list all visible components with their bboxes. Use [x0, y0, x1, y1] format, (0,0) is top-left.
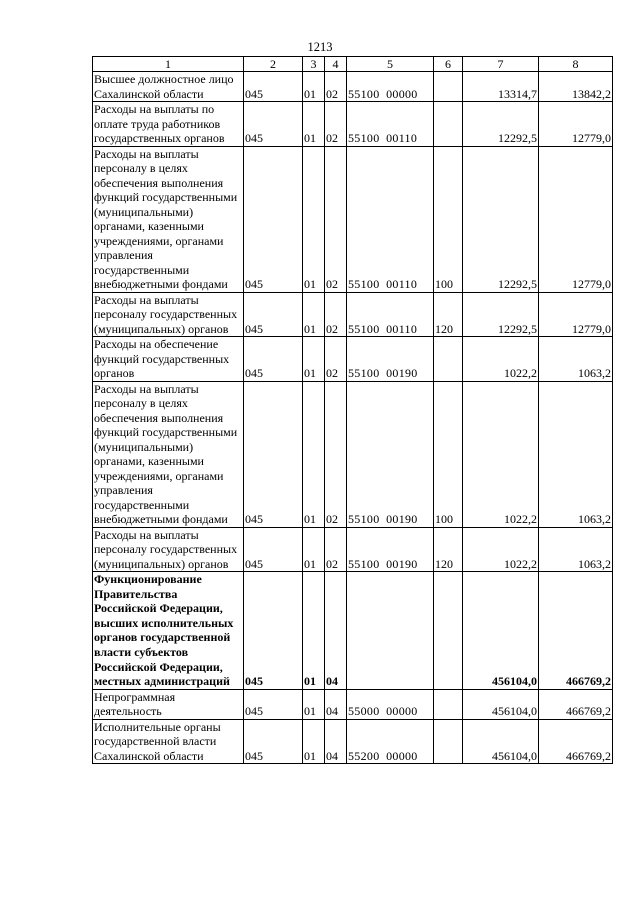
row-target-article-code	[347, 572, 434, 690]
table-row	[93, 72, 613, 102]
row-target-article-code: 55000 00000	[347, 689, 434, 719]
row-expense-type-code: 100	[434, 381, 463, 527]
row-expense-type-code	[434, 337, 463, 382]
table-header-row	[93, 57, 613, 72]
row-amount-year-2: 12779,0	[539, 102, 613, 147]
row-department-code: 045	[244, 572, 303, 690]
row-department-code: 045	[244, 292, 303, 337]
table-row	[93, 146, 613, 292]
row-section-code: 01	[303, 102, 325, 147]
row-target-article-code: 55100 00190	[347, 527, 434, 572]
row-expense-type-code: 120	[434, 527, 463, 572]
row-target-article-code: 55100 00000	[347, 72, 434, 102]
row-subsection-code: 02	[325, 527, 347, 572]
row-subsection-code: 02	[325, 337, 347, 382]
column-header: 1	[93, 57, 244, 72]
column-header: 4	[325, 57, 347, 72]
row-target-article-code: 55100 00190	[347, 337, 434, 382]
table-row	[93, 102, 613, 147]
row-amount-year-2: 1063,2	[539, 337, 613, 382]
column-header: 3	[303, 57, 325, 72]
budget-table	[92, 56, 613, 764]
row-department-code: 045	[244, 527, 303, 572]
column-header: 8	[539, 57, 613, 72]
row-department-code: 045	[244, 381, 303, 527]
row-section-code: 01	[303, 689, 325, 719]
row-expense-type-code: 100	[434, 146, 463, 292]
row-section-code: 01	[303, 719, 325, 764]
row-amount-year-2: 1063,2	[539, 381, 613, 527]
row-name: Расходы на выплаты персоналу в целях обеспечения выполнения функций государственными (муниципальными) органами, казенными учреждениями, органами управления государственными внебюджетными фондами	[93, 381, 244, 527]
row-amount-year-1: 456104,0	[463, 719, 539, 764]
row-expense-type-code	[434, 72, 463, 102]
row-name: Функционирование Правительства Российской Федерации, высших исполнительных органов государственной власти субъектов Российской Федерации, местных администраций	[93, 572, 244, 690]
row-expense-type-code	[434, 102, 463, 147]
row-department-code: 045	[244, 689, 303, 719]
row-name: Расходы на обеспечение функций государственных органов	[93, 337, 244, 382]
column-header: 7	[463, 57, 539, 72]
row-target-article-code: 55200 00000	[347, 719, 434, 764]
row-amount-year-1: 456104,0	[463, 572, 539, 690]
row-subsection-code: 02	[325, 102, 347, 147]
row-expense-type-code	[434, 719, 463, 764]
row-section-code: 01	[303, 527, 325, 572]
row-amount-year-1: 13314,7	[463, 72, 539, 102]
row-section-code: 01	[303, 572, 325, 690]
row-amount-year-2: 12779,0	[539, 292, 613, 337]
row-section-code: 01	[303, 146, 325, 292]
row-amount-year-1: 12292,5	[463, 292, 539, 337]
table-row	[93, 689, 613, 719]
table-row	[93, 719, 613, 764]
row-department-code: 045	[244, 72, 303, 102]
row-name: Непрограммная деятельность	[93, 689, 244, 719]
page-number: 1213	[307, 40, 333, 54]
row-amount-year-1: 456104,0	[463, 689, 539, 719]
row-department-code: 045	[244, 146, 303, 292]
row-subsection-code: 04	[325, 719, 347, 764]
row-amount-year-1: 1022,2	[463, 337, 539, 382]
row-amount-year-2: 466769,2	[539, 719, 613, 764]
table-row	[93, 337, 613, 382]
row-amount-year-2: 1063,2	[539, 527, 613, 572]
row-expense-type-code: 120	[434, 292, 463, 337]
column-header: 5	[347, 57, 434, 72]
row-amount-year-2: 13842,2	[539, 72, 613, 102]
table-row	[93, 527, 613, 572]
column-header: 6	[434, 57, 463, 72]
row-target-article-code: 55100 00110	[347, 146, 434, 292]
row-section-code: 01	[303, 292, 325, 337]
row-subsection-code: 04	[325, 572, 347, 690]
row-name: Высшее должностное лицо Сахалинской области	[93, 72, 244, 102]
row-subsection-code: 02	[325, 72, 347, 102]
row-section-code: 01	[303, 337, 325, 382]
row-amount-year-2: 466769,2	[539, 689, 613, 719]
row-target-article-code: 55100 00190	[347, 381, 434, 527]
row-subsection-code: 02	[325, 292, 347, 337]
row-name: Исполнительные органы государственной власти Сахалинской области	[93, 719, 244, 764]
row-department-code: 045	[244, 102, 303, 147]
row-subsection-code: 02	[325, 146, 347, 292]
table-row	[93, 381, 613, 527]
table-row	[93, 572, 613, 690]
row-section-code: 01	[303, 381, 325, 527]
row-subsection-code: 04	[325, 689, 347, 719]
row-amount-year-1: 12292,5	[463, 102, 539, 147]
row-amount-year-1: 12292,5	[463, 146, 539, 292]
row-target-article-code: 55100 00110	[347, 292, 434, 337]
row-department-code: 045	[244, 337, 303, 382]
row-section-code: 01	[303, 72, 325, 102]
row-name: Расходы на выплаты персоналу государственных (муниципальных) органов	[93, 292, 244, 337]
row-name: Расходы на выплаты персоналу государственных (муниципальных) органов	[93, 527, 244, 572]
row-amount-year-1: 1022,2	[463, 381, 539, 527]
row-amount-year-2: 12779,0	[539, 146, 613, 292]
column-header: 2	[244, 57, 303, 72]
row-name: Расходы на выплаты по оплате труда работников государственных органов	[93, 102, 244, 147]
row-department-code: 045	[244, 719, 303, 764]
row-name: Расходы на выплаты персоналу в целях обеспечения выполнения функций государственными (муниципальными) органами, казенными учреждениями, органами управления государственными внебюджетными фондами	[93, 146, 244, 292]
row-expense-type-code	[434, 689, 463, 719]
table-body	[93, 72, 613, 764]
table-row	[93, 292, 613, 337]
row-subsection-code: 02	[325, 381, 347, 527]
row-expense-type-code	[434, 572, 463, 690]
row-amount-year-1: 1022,2	[463, 527, 539, 572]
row-amount-year-2: 466769,2	[539, 572, 613, 690]
row-target-article-code: 55100 00110	[347, 102, 434, 147]
